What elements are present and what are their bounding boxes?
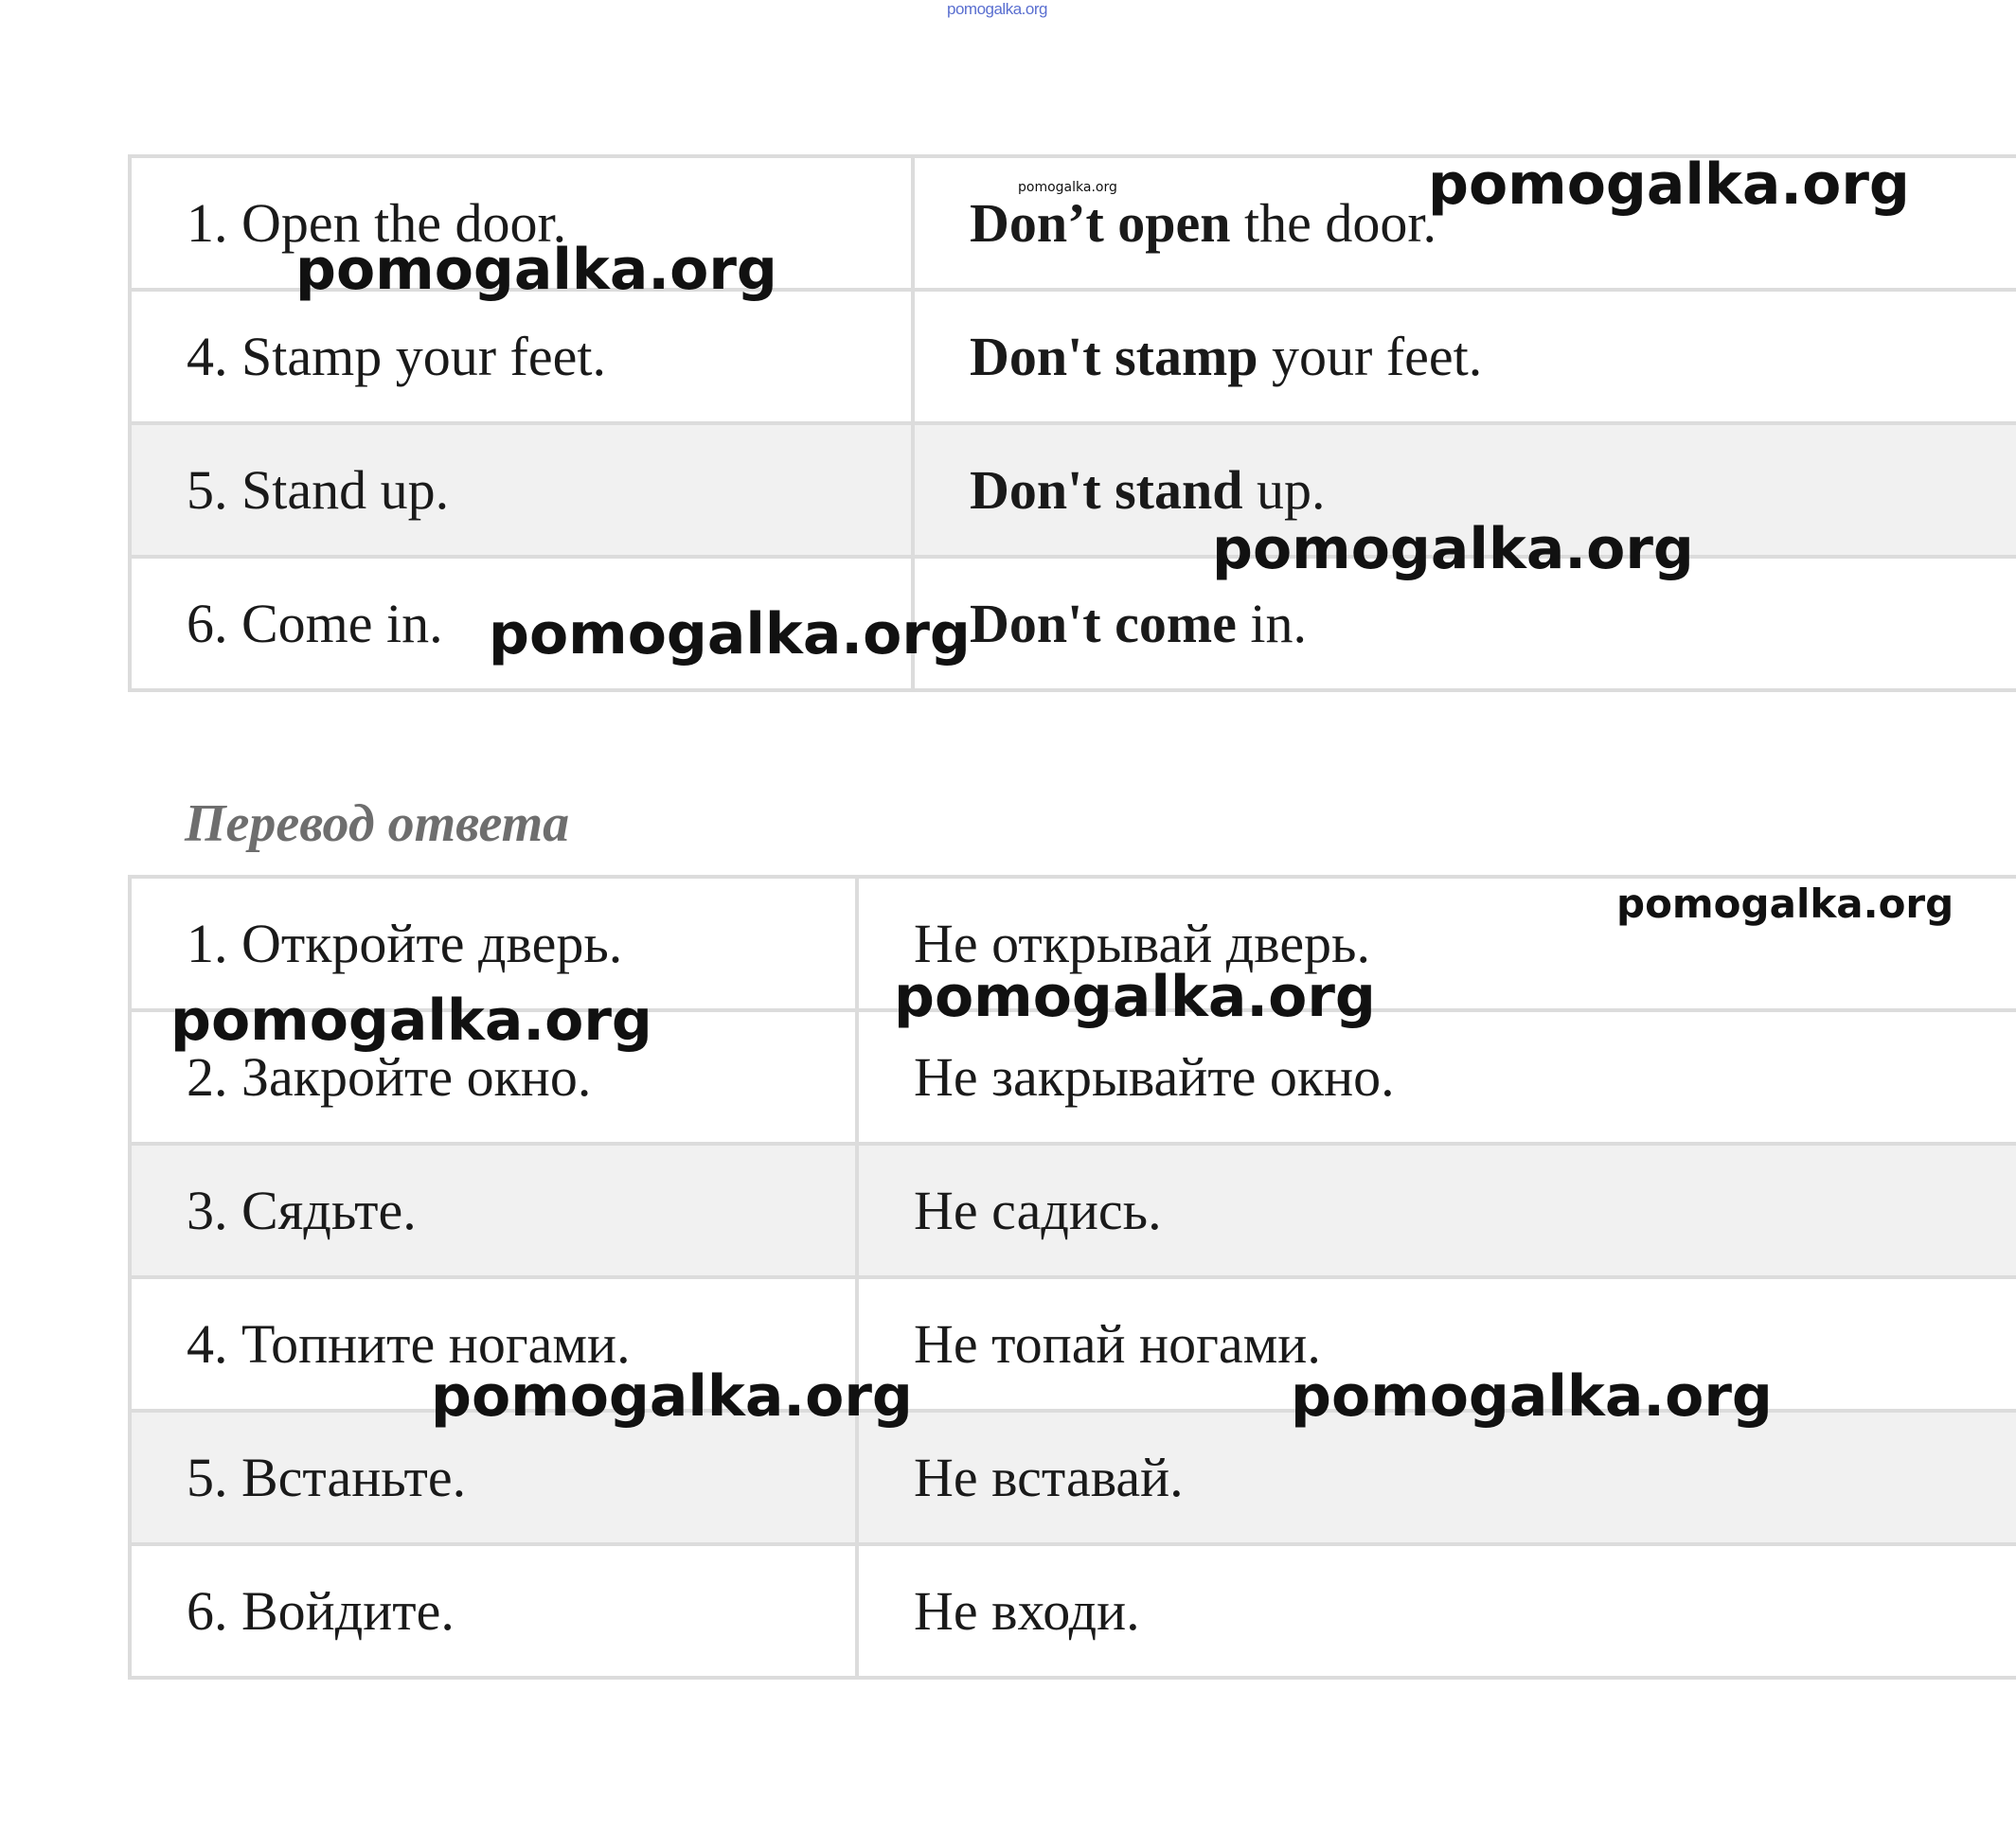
watermark-text: pomogalka.org bbox=[431, 1363, 913, 1430]
table-row bbox=[130, 1544, 2016, 1678]
item-number: 2. bbox=[187, 1045, 228, 1108]
watermark-text: pomogalka.org bbox=[1018, 180, 1117, 195]
answer-bold-text: Don't stand bbox=[970, 458, 1243, 521]
answer-text: the door. bbox=[1230, 191, 1437, 254]
item-number: 6. bbox=[187, 1579, 228, 1642]
table-row bbox=[130, 423, 2016, 557]
table-row bbox=[130, 557, 2016, 690]
section-title: Перевод ответа bbox=[185, 794, 570, 853]
prompt-cell bbox=[130, 1411, 857, 1544]
prompt-cell bbox=[130, 1544, 857, 1678]
watermark-text: pomogalka.org bbox=[170, 988, 652, 1054]
prompt-text: Закройте окно. bbox=[241, 1045, 592, 1108]
answer-bold-text: Don't come bbox=[970, 592, 1237, 654]
answer-bold-text: Don’t open bbox=[970, 191, 1231, 254]
item-number: 1. bbox=[187, 191, 228, 254]
item-number: 6. bbox=[187, 592, 228, 654]
item-number: 3. bbox=[187, 1179, 228, 1241]
item-number: 4. bbox=[187, 325, 228, 387]
watermark-text: pomogalka.org bbox=[489, 601, 971, 667]
prompt-text: Встаньте. bbox=[241, 1446, 467, 1508]
watermark-text: pomogalka.org bbox=[1291, 1363, 1773, 1430]
watermark-text: pomogalka.org bbox=[1428, 151, 1910, 218]
prompt-cell bbox=[130, 290, 913, 423]
prompt-text: Войдите. bbox=[241, 1579, 455, 1642]
table-row bbox=[130, 290, 2016, 423]
watermark-text: pomogalka.org bbox=[1212, 516, 1694, 582]
answer-cell: Не топай ногами. bbox=[857, 1277, 2016, 1411]
watermark-text: pomogalka.org bbox=[1616, 881, 1954, 927]
answer-cell: Не входи. bbox=[857, 1544, 2016, 1678]
prompt-text: Come in. bbox=[241, 592, 443, 654]
answer-bold-text: Don't stamp bbox=[970, 325, 1258, 387]
prompt-text: Stamp your feet. bbox=[241, 325, 606, 387]
answer-text: up. bbox=[1242, 458, 1326, 521]
answer-text: in. bbox=[1236, 592, 1307, 654]
prompt-text: Откройте дверь. bbox=[241, 912, 623, 974]
answer-text: your feet. bbox=[1258, 325, 1483, 387]
watermark-text: pomogalka.org bbox=[894, 964, 1376, 1030]
english-answer-table bbox=[128, 154, 2016, 692]
prompt-text: Топните ногами. bbox=[241, 1312, 631, 1375]
prompt-cell bbox=[130, 1144, 857, 1277]
item-number: 4. bbox=[187, 1312, 228, 1375]
table-row bbox=[130, 1144, 2016, 1277]
answer-cell: Не закрывайте окно. bbox=[857, 1010, 2016, 1144]
item-number: 1. bbox=[187, 912, 228, 974]
top-watermark: pomogalka.org bbox=[947, 0, 1047, 18]
answer-cell: Не открывай дверь. bbox=[857, 877, 2016, 1010]
answer-cell: Не вставай. bbox=[857, 1411, 2016, 1544]
answer-cell: Не садись. bbox=[857, 1144, 2016, 1277]
table-row bbox=[130, 1411, 2016, 1544]
prompt-cell bbox=[130, 423, 913, 557]
prompt-text: Open the door. bbox=[241, 191, 567, 254]
answer-cell bbox=[913, 290, 2016, 423]
prompt-text: Stand up. bbox=[241, 458, 450, 521]
item-number: 5. bbox=[187, 1446, 228, 1508]
prompt-text: Сядьте. bbox=[241, 1179, 417, 1241]
item-number: 5. bbox=[187, 458, 228, 521]
watermark-text: pomogalka.org bbox=[295, 237, 777, 303]
